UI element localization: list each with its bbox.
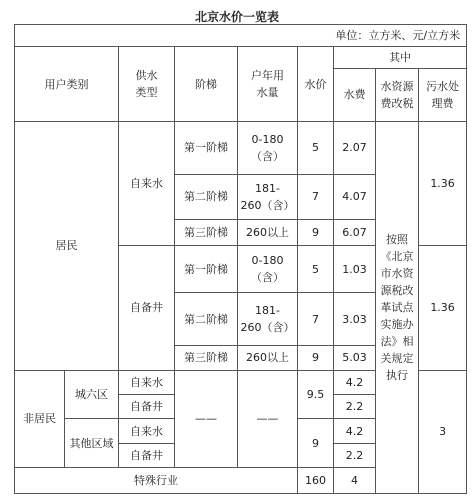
fee-cell: 2.2 bbox=[334, 443, 376, 467]
supply-cell: 自备井 bbox=[119, 395, 175, 419]
header-user-type: 用户类别 bbox=[15, 47, 119, 121]
tier-cell: 第一阶梯 bbox=[175, 121, 238, 174]
supply-cell: 自来水 bbox=[119, 419, 175, 443]
fee-cell: 3.03 bbox=[334, 292, 376, 345]
resident-tap-sewage: 1.36 bbox=[419, 121, 467, 245]
district-label: 其他区域 bbox=[65, 419, 119, 468]
volume-cell: 0-180 （含） bbox=[238, 121, 298, 174]
resource-tax-note: 按照 《北京 市水资 源税改 革试点 实施办 法》相 关规定 执行 bbox=[376, 121, 419, 493]
header-resource-tax: 水资源 费改税 bbox=[376, 68, 419, 121]
price-cell: 160 bbox=[298, 468, 334, 494]
supply-cell: 自来水 bbox=[119, 370, 175, 394]
volume-cell: 260以上 bbox=[238, 346, 298, 370]
non-resident-label: 非居民 bbox=[15, 370, 65, 468]
tier-dash: —— bbox=[175, 370, 238, 468]
header-water-fee: 水费 bbox=[334, 68, 376, 121]
fee-cell: 4.2 bbox=[334, 419, 376, 443]
district-label: 城六区 bbox=[65, 370, 119, 419]
volume-cell: 181- 260（含） bbox=[238, 292, 298, 345]
supply-cell: 自备井 bbox=[119, 443, 175, 467]
fee-cell: 4.2 bbox=[334, 370, 376, 394]
header-water-price: 水价 bbox=[298, 47, 334, 121]
price-cell: 9 bbox=[298, 346, 334, 370]
header-tier: 阶梯 bbox=[175, 47, 238, 121]
resident-well-label: 自备井 bbox=[119, 246, 175, 370]
price-cell: 5 bbox=[298, 246, 334, 293]
header-sewage-fee: 污水处 理费 bbox=[419, 68, 467, 121]
header-supply-type: 供水 类型 bbox=[119, 47, 175, 121]
fee-cell: 4.07 bbox=[334, 174, 376, 219]
non-resident-sewage: 3 bbox=[419, 370, 467, 493]
tier-cell: 第一阶梯 bbox=[175, 246, 238, 293]
fee-cell: 4 bbox=[334, 468, 376, 494]
volume-cell: 181- 260（含） bbox=[238, 174, 298, 219]
fee-cell: 5.03 bbox=[334, 346, 376, 370]
fee-cell: 2.07 bbox=[334, 121, 376, 174]
tier-cell: 第三阶梯 bbox=[175, 346, 238, 370]
volume-cell: 0-180 （含） bbox=[238, 246, 298, 293]
tier-cell: 第二阶梯 bbox=[175, 292, 238, 345]
fee-cell: 6.07 bbox=[334, 219, 376, 246]
special-label: 特殊行业 bbox=[15, 468, 298, 494]
volume-dash: —— bbox=[238, 370, 298, 468]
resident-well-sewage: 1.36 bbox=[419, 246, 467, 370]
unit-note: 单位：立方米、元/立方米 bbox=[15, 25, 467, 47]
price-cell: 9 bbox=[298, 419, 334, 468]
tier-cell: 第二阶梯 bbox=[175, 174, 238, 219]
water-price-table bbox=[14, 24, 467, 494]
page-title: 北京水价一览表 bbox=[194, 10, 279, 24]
header-annual-volume: 户年用 水量 bbox=[238, 47, 298, 121]
price-cell: 9.5 bbox=[298, 370, 334, 419]
price-cell: 9 bbox=[298, 219, 334, 246]
volume-cell: 260以上 bbox=[238, 219, 298, 246]
fee-cell: 2.2 bbox=[334, 395, 376, 419]
tier-cell: 第三阶梯 bbox=[175, 219, 238, 246]
resident-label: 居民 bbox=[15, 121, 119, 370]
fee-cell: 1.03 bbox=[334, 246, 376, 293]
price-cell: 5 bbox=[298, 121, 334, 174]
resident-tap-label: 自来水 bbox=[119, 121, 175, 245]
price-cell: 7 bbox=[298, 292, 334, 345]
price-cell: 7 bbox=[298, 174, 334, 219]
header-of-which: 其中 bbox=[334, 47, 467, 68]
